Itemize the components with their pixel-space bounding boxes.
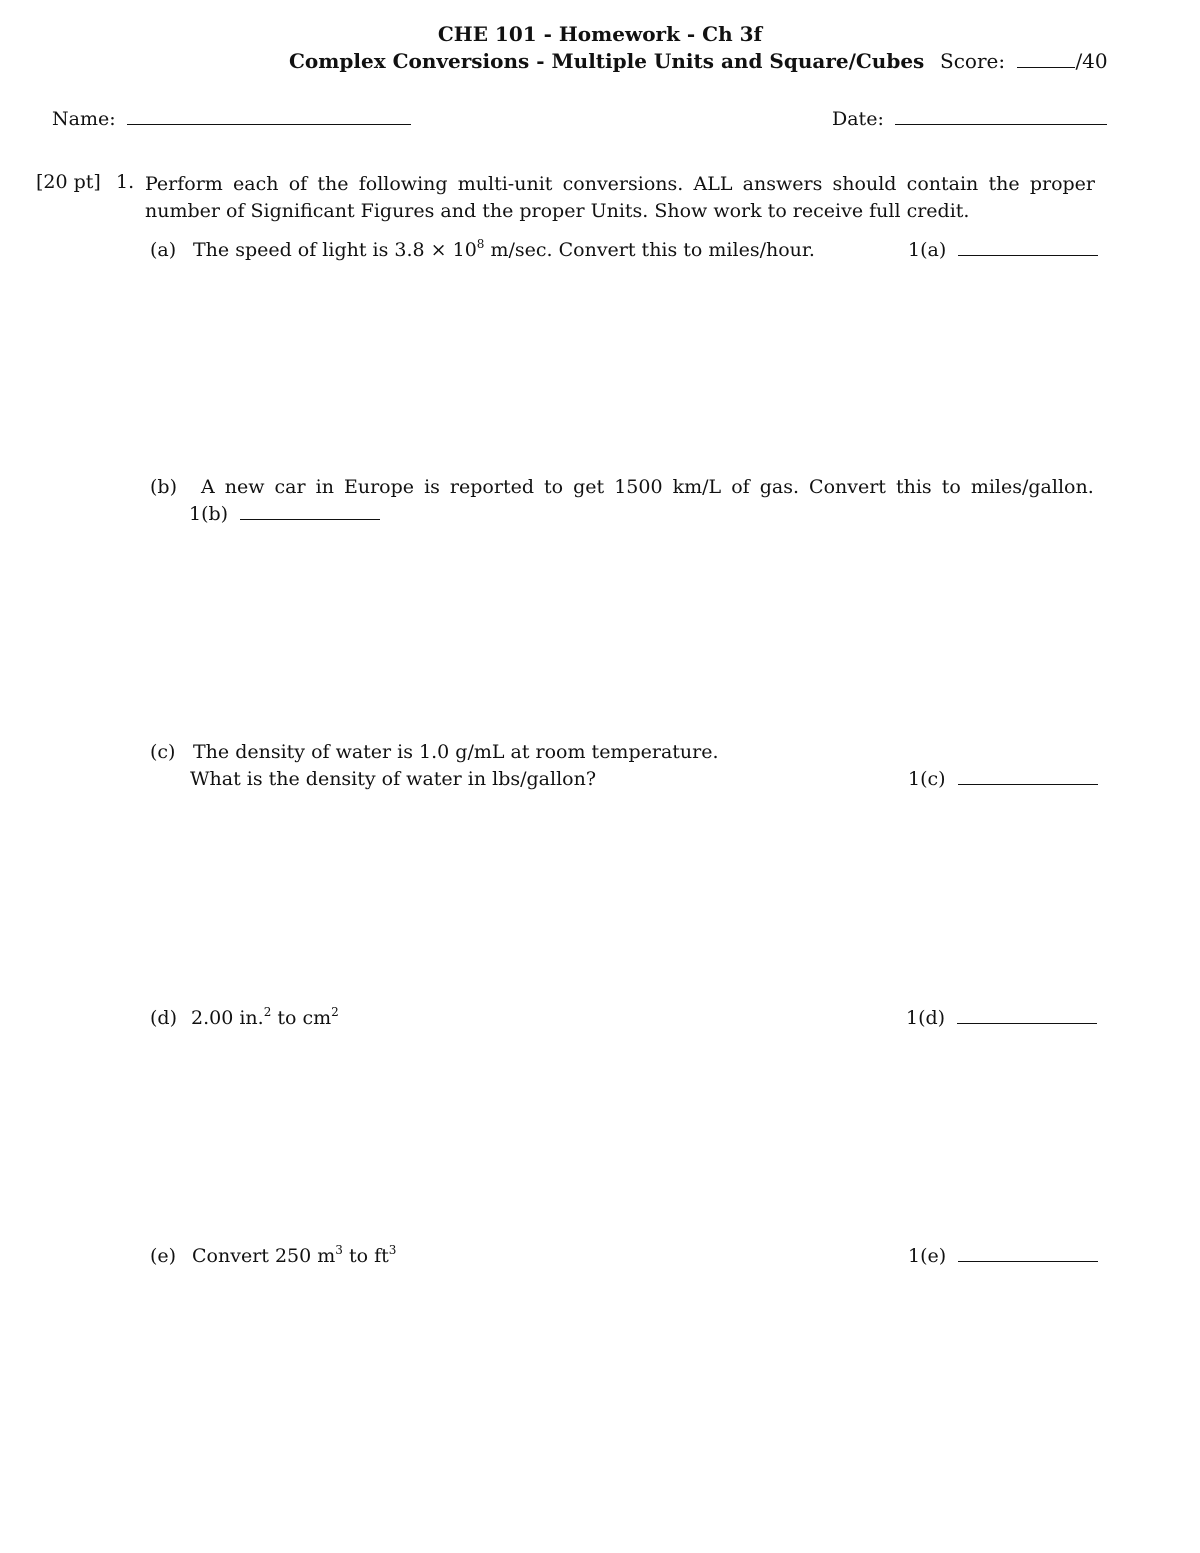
question-points: [20 pt] xyxy=(36,171,101,193)
answer-c-blank[interactable] xyxy=(958,784,1098,785)
part-a-text xyxy=(193,239,815,261)
part-a-text-suffix: m/sec. Convert this to miles/hour. xyxy=(484,239,815,261)
answer-c xyxy=(908,768,1098,790)
answer-d xyxy=(906,1007,1097,1029)
answer-e-label: 1(e) xyxy=(908,1245,947,1267)
question-number: 1. xyxy=(116,171,135,193)
answer-e xyxy=(908,1245,1098,1267)
answer-c-label: 1(c) xyxy=(908,768,946,790)
name-label: Name: xyxy=(52,108,116,130)
date-blank[interactable] xyxy=(895,124,1107,125)
answer-b xyxy=(189,503,380,525)
answer-b-blank[interactable] xyxy=(240,519,380,520)
part-d-text-part1: 2.00 in. xyxy=(191,1007,264,1029)
answer-e-blank[interactable] xyxy=(958,1261,1098,1262)
answer-a-label: 1(a) xyxy=(908,239,947,261)
name-blank[interactable] xyxy=(127,124,411,125)
answer-a xyxy=(908,239,1098,261)
date-label: Date: xyxy=(832,108,884,130)
part-e-exponent2: 3 xyxy=(388,1243,397,1257)
part-e-text xyxy=(192,1245,396,1267)
question-instructions: Perform each of the following multi-unit conversions. ALL answers should contain the proper number of Significant Figures and the proper Units. Show work to receive full credit. xyxy=(145,173,1095,222)
part-b-label: (b) xyxy=(150,476,177,498)
part-c-text-line2: What is the density of water in lbs/gallon? xyxy=(190,768,597,790)
course-title: CHE 101 - Homework - Ch 3f xyxy=(437,22,763,46)
part-d-label: (d) xyxy=(150,1007,177,1029)
part-a-exponent: 8 xyxy=(476,237,485,251)
name-field xyxy=(52,108,411,130)
part-e-exponent1: 3 xyxy=(335,1243,343,1257)
answer-d-blank[interactable] xyxy=(957,1023,1097,1024)
part-a-text-prefix: The speed of light is 3.8 × 10 xyxy=(193,239,477,261)
part-d-exponent1: 2 xyxy=(263,1005,272,1019)
part-d-text xyxy=(191,1007,339,1029)
date-field xyxy=(832,108,1107,130)
part-e-text-part2: to ft xyxy=(342,1245,389,1267)
part-e-label: (e) xyxy=(150,1245,177,1267)
answer-b-label: 1(b) xyxy=(189,503,229,525)
part-a-label: (a) xyxy=(150,239,177,261)
part-c-label: (c) xyxy=(150,741,176,763)
answer-a-blank[interactable] xyxy=(958,255,1098,256)
part-c-text-line1: The density of water is 1.0 g/mL at room temperature. xyxy=(193,741,719,763)
answer-d-label: 1(d) xyxy=(906,1007,946,1029)
score-label: Score: xyxy=(940,49,1006,73)
part-d-exponent2: 2 xyxy=(331,1005,339,1019)
part-e-text-part1: Convert 250 m xyxy=(192,1245,336,1267)
score-blank[interactable] xyxy=(1017,67,1075,68)
worksheet-subtitle: Complex Conversions - Multiple Units and Square/Cubes xyxy=(289,49,925,73)
part-d-text-part2: to cm xyxy=(271,1007,332,1029)
part-b-text: A new car in Europe is reported to get 1500 km/L of gas. Convert this to miles/gallon. xyxy=(201,476,1094,498)
score-total: /40 xyxy=(1075,49,1108,73)
score-field xyxy=(940,49,1108,73)
